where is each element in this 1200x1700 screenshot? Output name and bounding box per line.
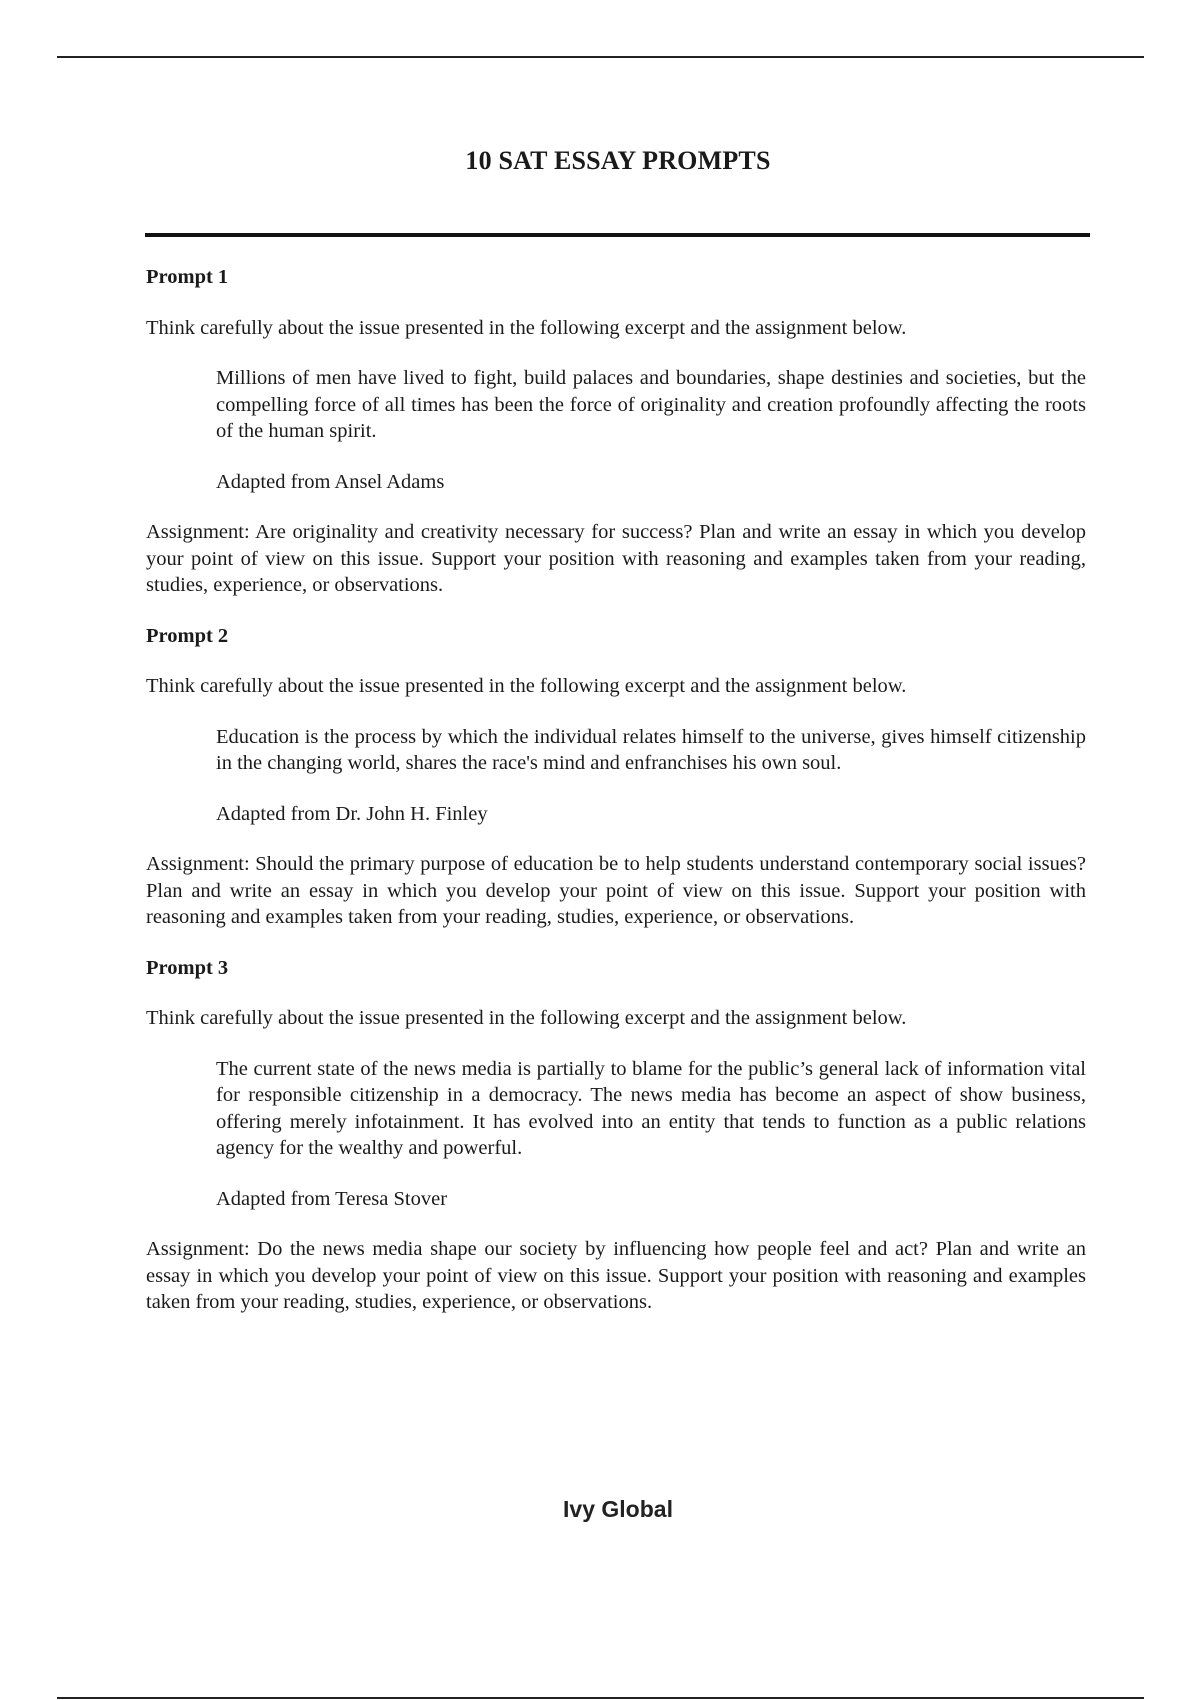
prompt-assignment: Assignment: Should the primary purpose of education be to help students understand contemporary social issues? Plan and write an essay in which you develop your point of view on this issue. Support your position with reasoning and examples taken from your reading, studies, experience, or observations.: [146, 853, 1086, 928]
document-title: 10 SAT ESSAY PROMPTS: [465, 146, 771, 175]
prompts-content: [146, 264, 1086, 1340]
prompt-section-2: [146, 623, 1086, 931]
prompt-intro: Think carefully about the issue presented in the following excerpt and the assignment below.: [146, 675, 907, 697]
prompt-heading: Prompt 1: [146, 266, 229, 288]
title-underline-rule: [145, 233, 1090, 237]
prompt-intro: Think carefully about the issue presented in the following excerpt and the assignment below.: [146, 316, 907, 339]
page-top-rule: [57, 56, 1144, 58]
prompt-assignment: Assignment: Are originality and creativity necessary for success? Plan and write an essay in which you develop your point of view on this issue. Support your position with reasoning and examples taken from your reading, studies, experience, or observations.: [146, 521, 1086, 596]
prompt-intro: Think carefully about the issue presented in the following excerpt and the assignment below.: [146, 1007, 907, 1029]
prompt-assignment: Assignment: Do the news media shape our society by influencing how people feel and act? Plan and write an essay in which you develop your point of view on this issue. Support your position with reasoning and examples taken from your reading, studies, experience, or observations.: [146, 1238, 1086, 1313]
prompt-heading: Prompt 2: [146, 624, 229, 647]
footer-brand: Ivy Global: [563, 1496, 673, 1522]
prompt-source: Adapted from Teresa Stover: [216, 1187, 448, 1210]
prompt-quote: Education is the process by which the individual relates himself to the universe, gives himself citizenship in the changing world, shares the race's mind and enfranchises his own soul.: [216, 725, 1086, 774]
prompt-source: Adapted from Dr. John H. Finley: [216, 802, 488, 825]
page-bottom-rule: [57, 1697, 1144, 1699]
prompt-source: Adapted from Ansel Adams: [216, 470, 445, 493]
prompt-section-3: [146, 955, 1086, 1316]
prompt-section-1: [146, 264, 1086, 599]
prompt-quote: Millions of men have lived to fight, build palaces and boundaries, shape destinies and societies, but the compelling force of all times has been the force of originality and creation profoundly affecting the roots of the human spirit.: [216, 367, 1086, 442]
prompt-heading: Prompt 3: [146, 956, 229, 979]
prompt-quote: The current state of the news media is partially to blame for the public’s general lack of information vital for responsible citizenship in a democracy. The news media has become an aspect of show business, offering merely infotainment. It has evolved into an entity that tends to function as a public relations agency for the wealthy and powerful.: [216, 1057, 1086, 1159]
